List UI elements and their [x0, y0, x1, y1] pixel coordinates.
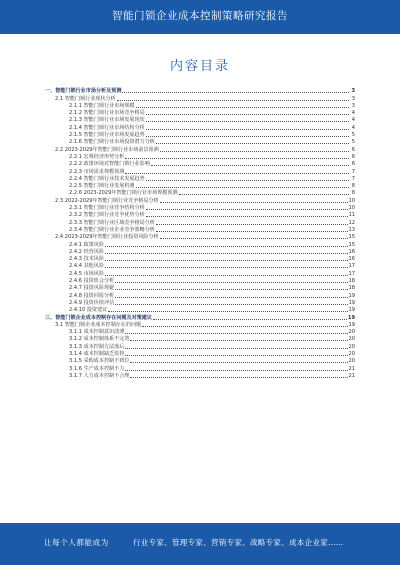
toc-leader-dots [151, 165, 349, 166]
toc-entry-page: 5 [351, 132, 355, 139]
toc-entry-label: 3.1.2 成本控制体系不完善 [69, 336, 130, 343]
toc-entry[interactable] [45, 313, 355, 320]
toc-leader-dots [105, 253, 348, 254]
toc-entry-label: 2.4.8 投资回报分析 [69, 292, 115, 299]
toc-entry[interactable] [45, 240, 355, 247]
toc-leader-dots [130, 362, 347, 363]
toc-entry-page: 8 [351, 183, 355, 190]
page-footer [0, 523, 400, 565]
toc-entry-page: 3 [351, 95, 355, 102]
toc-entry-page: 20 [348, 343, 355, 350]
toc-leader-dots [156, 231, 348, 232]
toc-leader-dots [146, 216, 348, 217]
toc-leader-dots [160, 151, 349, 152]
page-header [0, 0, 400, 34]
toc-leader-dots [125, 370, 347, 371]
toc-entry[interactable] [45, 364, 355, 371]
toc-entry-page: 6 [351, 161, 355, 168]
toc-entry-page: 7 [351, 168, 355, 175]
toc-entry[interactable] [45, 342, 355, 349]
toc-entry[interactable] [45, 218, 355, 225]
toc-leader-dots [130, 340, 347, 341]
toc-entry-page: 5 [351, 139, 355, 146]
toc-entry-page: 4 [351, 117, 355, 124]
toc-entry-page: 20 [348, 358, 355, 365]
toc-entry-page: 16 [348, 256, 355, 263]
toc-entry[interactable] [45, 189, 355, 196]
toc-entry-label: 2.2.1 宏观经济形势分析 [69, 153, 125, 160]
toc-entry-label: 3.1.4 成本控制缺乏监督 [69, 350, 125, 357]
toc-entry[interactable] [45, 211, 355, 218]
toc-leader-dots [115, 289, 347, 290]
toc-entry-label: 2.4.1 政策风险 [69, 241, 104, 248]
toc-entry[interactable] [45, 153, 355, 160]
footer-roles: 行业专家、管理专家、营销专家、战略专家、成本企业家…… [133, 538, 344, 547]
toc-entry-label: 3.1.1 成本控制意识淡薄 [69, 329, 125, 336]
toc-entry[interactable] [45, 94, 355, 101]
toc-entry-page: 21 [348, 372, 355, 379]
toc-entry-page: 16 [348, 248, 355, 255]
toc-entry-page: 7 [351, 175, 355, 182]
toc-leader-dots [146, 114, 349, 115]
toc-entry-page: 18 [348, 278, 355, 285]
toc-entry-page: 6 [351, 153, 355, 160]
toc-entry[interactable] [45, 167, 355, 174]
toc-leader-dots [125, 355, 347, 356]
toc-leader-dots [146, 136, 349, 137]
toc-entry-label: 2.3 2022-2029年智能门锁行业竞争格局分析 [55, 197, 159, 204]
toc-entry[interactable] [45, 262, 355, 269]
toc-entry-label: 2.4.9 投资价值评估 [69, 299, 115, 306]
toc-entry[interactable] [45, 306, 355, 313]
toc-leader-dots [125, 348, 347, 349]
toc-leader-dots [136, 107, 349, 108]
toc-entry-page: 4 [351, 124, 355, 131]
toc-entry[interactable] [45, 321, 355, 328]
toc-entry-page: 17 [348, 263, 355, 270]
toc-entry-label: 3.1.6 生产成本控制不力 [69, 365, 125, 372]
toc-entry-label: 2.3.4 智能门锁行业企业竞争策略分析 [69, 226, 155, 233]
toc-leader-dots [105, 267, 348, 268]
toc-entry-label: 2.1.2 智能门锁行业市场竞争格局 [69, 110, 145, 117]
report-title: 智能门锁企业成本控制策略研究报告 [112, 10, 288, 22]
toc-entry-label: 2.2.2 政策环境对智能门锁行业影响 [69, 161, 150, 168]
toc-heading: 内容目录 [169, 59, 230, 74]
toc-entry[interactable] [45, 145, 355, 152]
toc-entry-page: 3 [351, 102, 355, 109]
toc-leader-dots [105, 275, 348, 276]
toc-entry[interactable] [45, 109, 355, 116]
toc-entry-label: 2.4.7 投资风险规避 [69, 285, 115, 292]
toc-entry-page: 15 [348, 234, 355, 241]
toc-leader-dots [130, 377, 347, 378]
toc-entry-page: 13 [348, 226, 355, 233]
toc-entry-label: 2.1.3 智能门锁行业市场发展现状 [69, 117, 145, 124]
toc-entry[interactable] [45, 255, 355, 262]
toc-entry-label: 2.4.5 市场风险 [69, 270, 104, 277]
toc-entry[interactable] [45, 196, 355, 203]
toc-entry-page: 8 [351, 190, 355, 197]
toc-entry-label: 2.3.1 智能门锁行业竞争结构分析 [69, 205, 145, 212]
toc-entry-label: 2.4.4 其他风险 [69, 263, 104, 270]
toc-entry[interactable] [45, 131, 355, 138]
toc-entry[interactable] [45, 160, 355, 167]
toc-entry[interactable] [45, 123, 355, 130]
toc-entry-page: 19 [347, 314, 355, 321]
toc-entry-label: 2.4 2023-2029年智能门锁行业投资风险分析 [55, 234, 159, 241]
toc-entry-page: 20 [348, 336, 355, 343]
toc-entry[interactable] [45, 328, 355, 335]
toc-entry-label: 3.1.5 采购成本控制不到位 [69, 358, 130, 365]
toc-entry-label: 3.1.7 人力成本控制不合理 [69, 372, 130, 379]
toc-entry-label: 2.1.4 智能门锁行业市场结构分析 [69, 124, 145, 131]
toc-leader-dots [125, 333, 347, 334]
toc-entry-page: 21 [348, 365, 355, 372]
toc-entry-page: 6 [351, 146, 355, 153]
toc-entry-label: 2.1.1 智能门锁行业市场规模 [69, 102, 135, 109]
toc-leader-dots [142, 326, 347, 327]
toc-entry[interactable] [45, 335, 355, 342]
toc-entry[interactable] [45, 350, 355, 357]
toc-entry[interactable] [45, 284, 355, 291]
toc-entry-page: 20 [348, 329, 355, 336]
toc-leader-dots [156, 143, 349, 144]
toc-entry[interactable] [45, 138, 355, 145]
toc-entry-page: 17 [348, 270, 355, 277]
toc-leader-dots [115, 282, 347, 283]
toc-leader-dots [160, 202, 348, 203]
toc-entry[interactable] [45, 175, 355, 182]
toc-leader-dots [146, 180, 349, 181]
toc-entry[interactable] [45, 357, 355, 364]
toc-leader-dots [115, 304, 347, 305]
toc-leader-dots [136, 187, 349, 188]
toc-leader-dots [125, 173, 349, 174]
toc-entry-page: 15 [348, 241, 355, 248]
toc-entry[interactable] [45, 277, 355, 284]
toc-entry-label: 2.2.4 智能门锁行业技术发展趋势 [69, 175, 145, 182]
toc-entry[interactable] [45, 291, 355, 298]
toc-leader-dots [122, 92, 349, 93]
toc-entry-page: 18 [348, 285, 355, 292]
toc-entry-label: 3.1 智能门锁企业成本控制存在的问题 [55, 321, 142, 328]
toc-entry-page: 19 [348, 292, 355, 299]
toc-entry[interactable] [45, 233, 355, 240]
toc-entry[interactable] [45, 269, 355, 276]
toc-entry-page: 10 [348, 205, 355, 212]
toc-entry[interactable] [45, 248, 355, 255]
toc-entry-page: 20 [348, 350, 355, 357]
toc-entry-label: 2.2.3 市场需求规模预测 [69, 168, 125, 175]
toc-entry-label: 2.2 2023-2029年智能门锁行业市场前景预测 [55, 146, 159, 153]
toc-entry-page: 10 [348, 197, 355, 204]
toc-entry[interactable] [45, 102, 355, 109]
toc-leader-dots [146, 129, 349, 130]
toc-entry-label: 2.2.5 智能门锁行业发展机遇 [69, 183, 135, 190]
toc-entry-label: 三、智能门锁企业成本控制存在问题及对策建议 [45, 314, 152, 321]
toc-leader-dots [156, 224, 348, 225]
toc-leader-dots [146, 121, 349, 122]
toc-leader-dots [179, 194, 349, 195]
toc-entry-page: 19 [348, 299, 355, 306]
toc-entry[interactable] [45, 204, 355, 211]
toc-leader-dots [160, 238, 348, 239]
toc-leader-dots [117, 100, 349, 101]
toc-leader-dots [125, 158, 349, 159]
toc-entry-page: 19 [348, 307, 355, 314]
toc-entry[interactable] [45, 226, 355, 233]
toc-entry-label: 3.1.3 成本控制方法落后 [69, 343, 125, 350]
footer-slogan: 让每个人都能成为 [44, 538, 109, 547]
toc-leader-dots [153, 319, 347, 320]
toc-leader-dots [146, 209, 348, 210]
toc-entry-page: 11 [348, 212, 355, 219]
toc-leader-dots [108, 311, 347, 312]
toc-entry-label: 2.3.2 智能门锁行业竞争优势分析 [69, 212, 145, 219]
toc-leader-dots [105, 246, 348, 247]
toc-entry-label: 一、智能门锁行业市场分析及预测 [45, 88, 122, 95]
toc-entry-label: 2.4.10 投资建议 [69, 307, 108, 314]
toc-entry-label: 2.1.6 智能门锁行业市场投资潜力分析 [69, 139, 155, 146]
toc-entry[interactable] [45, 299, 355, 306]
toc-entry-page: 12 [348, 219, 355, 226]
toc-entry-label: 2.1 智能门锁行业现状分析 [55, 95, 116, 102]
toc-entry-page: 19 [348, 321, 355, 328]
toc-entry-label: 2.2.6 2023-2029年智能门锁行业市场规模预测 [69, 190, 178, 197]
toc-entry[interactable] [45, 372, 355, 379]
toc-entry-label: 2.4.2 经营风险 [69, 248, 104, 255]
toc-entry-label: 2.4.6 投资机会分析 [69, 278, 115, 285]
toc-entry-page: 4 [351, 110, 355, 117]
toc-entry[interactable] [45, 87, 355, 94]
toc-entry-label: 2.3.3 智能门锁行业区域竞争格局分析 [69, 219, 155, 226]
toc-entry-label: 2.4.3 技术风险 [69, 256, 104, 263]
toc-leader-dots [115, 297, 347, 298]
toc-entry[interactable] [45, 116, 355, 123]
table-of-contents [45, 87, 355, 379]
toc-entry-label: 2.1.5 智能门锁行业市场发展趋势 [69, 132, 145, 139]
toc-entry-page: 3 [351, 88, 355, 95]
toc-leader-dots [105, 260, 348, 261]
toc-entry[interactable] [45, 182, 355, 189]
